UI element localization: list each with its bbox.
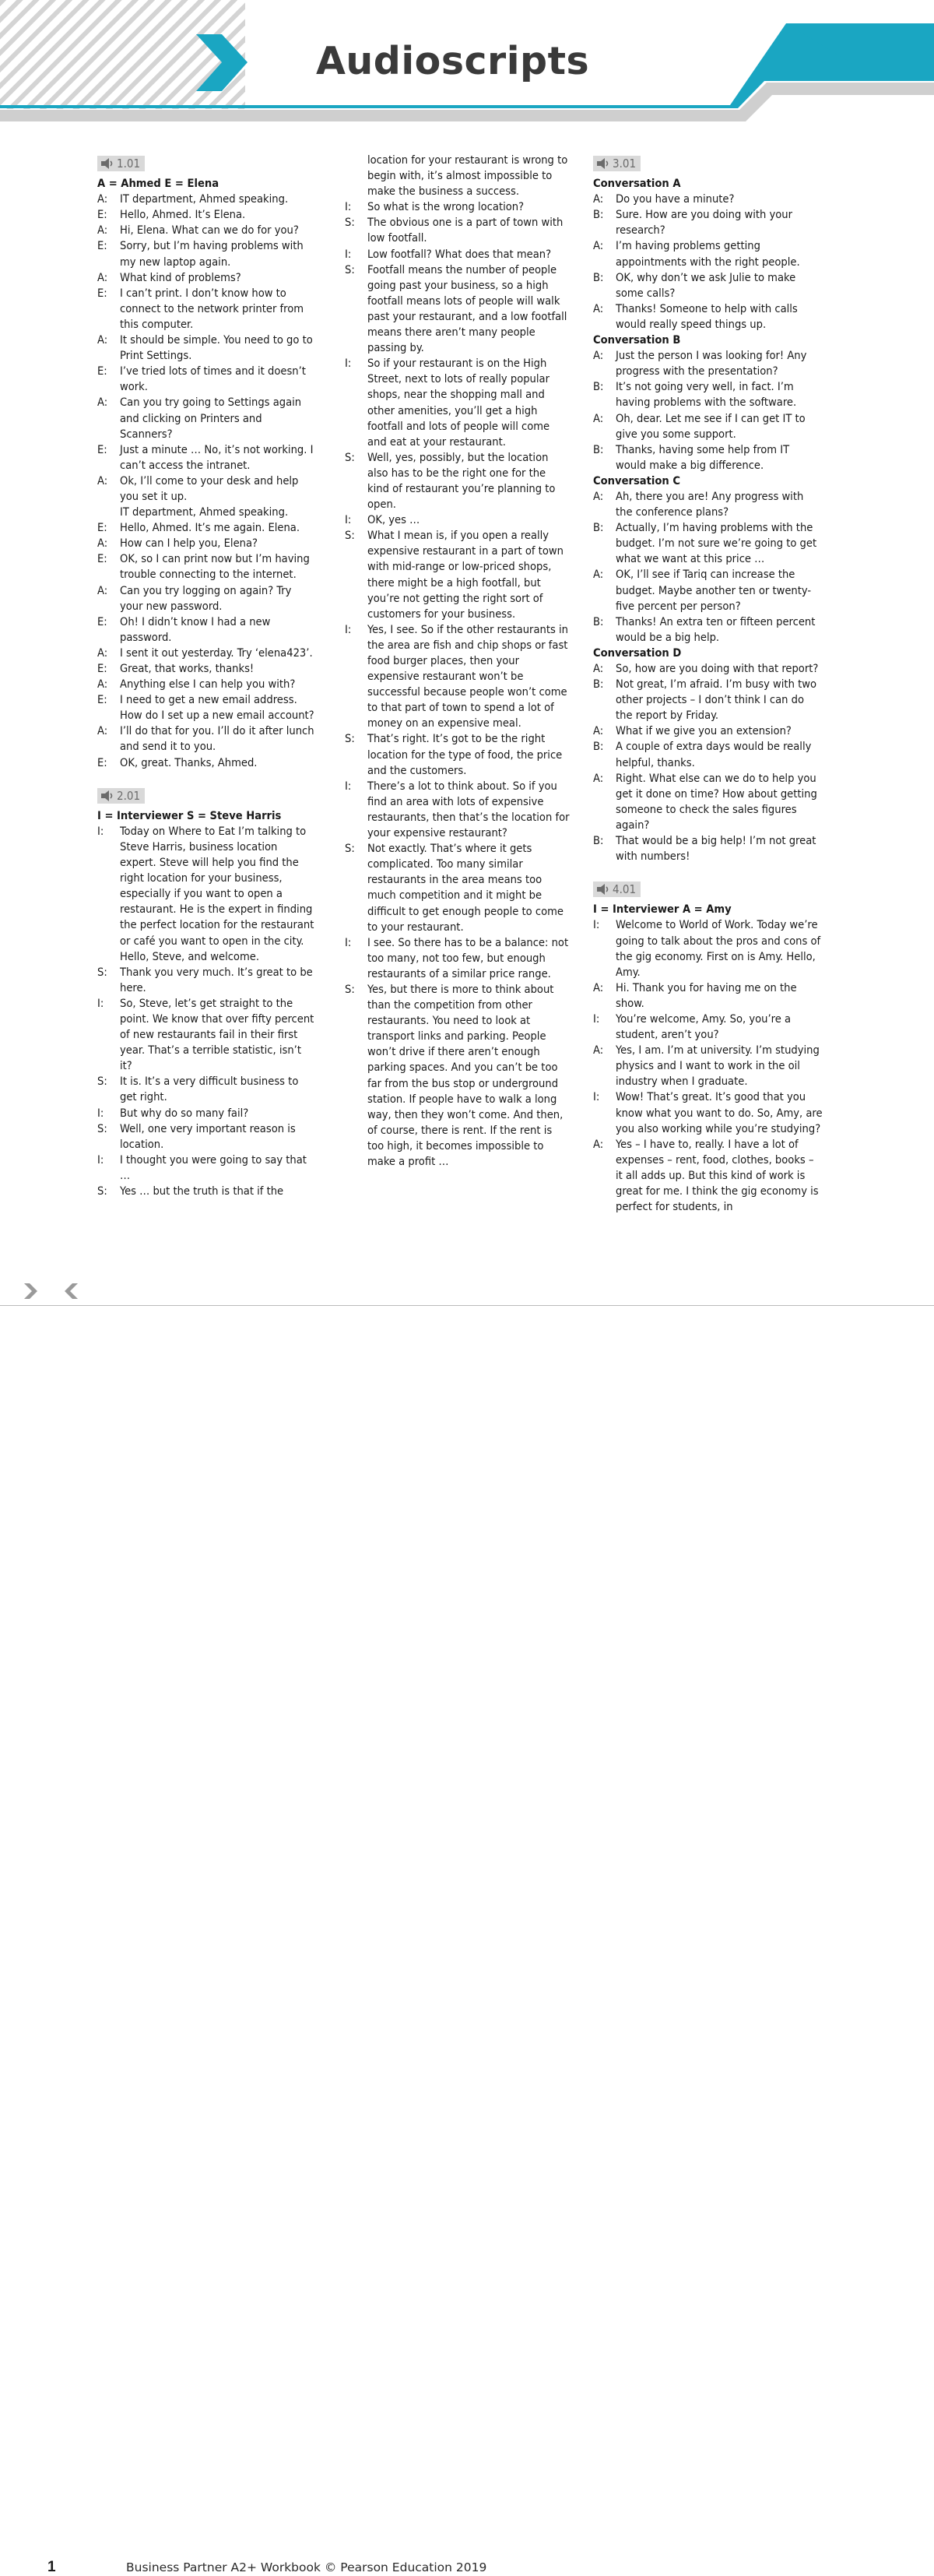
speaker-tag: A: [97, 473, 108, 487]
speaker-tag: E: [97, 614, 107, 628]
dialogue-text: Hi, Elena. What can we do for you? [120, 223, 299, 238]
dialogue-text: So if your restaurant is on the High Street, next to lots of really popular shops, near the shopping mall and other amenities, you’ll get a high footfall and lots of people will come and eat at your restaurant. [367, 357, 550, 449]
speaker-tag: A: [97, 583, 108, 597]
dialogue-line [593, 1089, 823, 1136]
speaker-tag: E: [97, 239, 107, 253]
dialogue-text: The obvious one is a part of town with low footfall. [367, 216, 564, 245]
dialogue-line [593, 270, 823, 301]
dialogue-text: That would be a big help! I’m not great with numbers! [616, 834, 816, 864]
speaker-tag: A: [593, 568, 604, 582]
dialogue-line [97, 996, 315, 1074]
page-footer [0, 1279, 934, 2575]
dialogue-text: Thanks! An extra ten or fifteen percent would be a big help. [616, 614, 816, 644]
dialogue-text: Just the person I was looking for! Any progress with the presentation? [616, 349, 807, 378]
dialogue-line [593, 677, 823, 723]
speaker-tag: I: [345, 622, 352, 636]
dialogue-line [97, 677, 315, 692]
dialogue-line [97, 661, 315, 677]
continued-text: location for your restaurant is wrong to begin with, it’s almost impossible to make the business a success. [367, 153, 568, 199]
dialogue-line [593, 348, 823, 379]
dialogue-line [345, 982, 571, 1170]
dialogue-text: Yes, I see. So if the other restaurants in the area are fish and chip shops or fast food burger places, then your expensive restaurant won’t be successful because people won’t come to that part of town to spend a lot of money on an expensive meal. [367, 622, 568, 730]
speaker-tag: A: [593, 1137, 604, 1151]
dialogue-line [97, 223, 315, 238]
dialogue-text: It’s not going very well, in fact. I’m having problems with the software. [616, 380, 797, 410]
dialogue-text: OK, great. Thanks, Ahmed. [120, 755, 258, 769]
dialogue-text: I’m having problems getting appointments with the right people. [616, 239, 800, 269]
dialogue-line [345, 450, 571, 512]
dialogue-line [97, 364, 315, 395]
dialogue-text: Can you try going to Settings again and clicking on Printers and Scanners? [120, 396, 302, 441]
speaker-tag: S: [97, 1075, 107, 1089]
speaker-tag: I: [345, 357, 352, 371]
dialogue-line [593, 489, 823, 520]
speaker-tag: A: [593, 301, 604, 315]
dialogue-line [345, 247, 571, 262]
speaker-tag: I: [345, 935, 352, 949]
dialogue-text: So, Steve, let’s get straight to the point. We know that over fifty percent of new restaurants fail in their first year. That’s a terrible statistic, isn’t it? [120, 996, 314, 1073]
footer-divider [0, 1305, 934, 1306]
track-number: 4.01 [613, 882, 637, 897]
dialogue-text: How can I help you, Elena? [120, 537, 258, 551]
dialogue-text: What kind of problems? [120, 270, 241, 284]
dialogue-line [97, 238, 315, 269]
speaker-key: I = Interviewer A = Amy [593, 903, 732, 917]
dialogue-line [97, 333, 315, 364]
dialogue-text: Ok, I’ll come to your desk and help you set it up. [120, 473, 299, 503]
speaker-tag [97, 505, 120, 520]
dialogue-text: OK, so I can print now but I’m having trouble connecting to the internet. [120, 552, 310, 582]
dialogue-line [345, 935, 571, 982]
speaker-tag: S: [345, 982, 355, 996]
dialogue-text: I thought you were going to say that … [120, 1153, 307, 1182]
speaker-tag: A: [593, 411, 604, 425]
dialogue-2-01 [97, 824, 315, 1199]
dialogue-line [97, 646, 315, 661]
speaker-tag: A: [593, 724, 604, 738]
dialogue-line [97, 536, 315, 551]
chevron-right-icon [196, 34, 248, 91]
dialogue-line [97, 1184, 315, 1199]
page-header [0, 0, 934, 125]
dialogue-3-01 [593, 176, 823, 864]
dialogue-text: It is. It’s a very difficult business to get right. [120, 1075, 299, 1104]
speaker-tag: A: [97, 192, 108, 206]
dialogue-text: I can’t print. I don’t know how to connect to the network printer from this computer. [120, 286, 304, 331]
dialogue-line [97, 395, 315, 442]
column-1 [97, 153, 315, 1199]
dialogue-line [97, 1153, 315, 1184]
dialogue-line [593, 238, 823, 269]
dialogue-text: Thanks! Someone to help with calls would really speed things up. [616, 301, 798, 331]
dialogue-line [345, 779, 571, 841]
dialogue-line [97, 286, 315, 333]
speaker-tag: B: [593, 834, 604, 848]
speaker-tag: A: [97, 677, 108, 692]
speaker-tag: S: [345, 732, 355, 746]
dialogue-text: Footfall means the number of people going past your business, so a high footfall means lots of people will walk past your restaurant, and a low footfall means there aren’t many people passing by. [367, 262, 567, 355]
speaker-icon [100, 790, 114, 802]
dialogue-text: Yes … but the truth is that if the [120, 1184, 284, 1198]
dialogue-line [97, 614, 315, 646]
dialogue-line [345, 622, 571, 732]
column-2 [345, 153, 571, 1170]
dialogue-text: Thanks, having some help from IT would make a big difference. [616, 442, 790, 472]
dialogue-line [593, 207, 823, 238]
speaker-tag: A: [593, 349, 604, 363]
dialogue-text: Today on Where to Eat I’m talking to Steve Harris, business location expert. Steve will help you find the right location for your business, especially if you want to open a restaurant. He is the expert in finding the perfect location for the restaurant or café you want to open in the city. Hello, Steve, and welcome. [120, 824, 314, 963]
dialogue-text: Hello, Ahmed. It’s Elena. [120, 208, 246, 222]
speaker-tag: A: [593, 662, 604, 675]
audio-label-2-01[interactable] [97, 788, 145, 807]
speaker-tag: S: [345, 842, 355, 856]
dialogue-text: OK, why don’t we ask Julie to make some calls? [616, 270, 796, 300]
audio-label-3-01[interactable] [593, 156, 641, 174]
speaker-tag: B: [593, 208, 604, 222]
dialogue-text: Actually, I’m having problems with the budget. I’m not sure we’re going to get what we want at this price … [616, 521, 817, 566]
dialogue-line [97, 965, 315, 996]
dialogue-line [345, 731, 571, 778]
speaker-tag: I: [97, 824, 104, 838]
speaker-key: I = Interviewer S = Steve Harris [97, 808, 282, 822]
dialogue-text: Not exactly. That’s where it gets complicated. Too many similar restaurants in the area means too much competition and it might be difficult to get enough people to come to your restaurant. [367, 842, 564, 934]
dialogue-line [97, 520, 315, 536]
dialogue-line [593, 980, 823, 1012]
dialogue-text: Just a minute … No, it’s not working. I can’t access the intranet. [120, 442, 314, 472]
dialogue-text: Well, one very important reason is location. [120, 1121, 296, 1151]
conversation-title: Conversation A [593, 177, 681, 191]
dialogue-line [593, 520, 823, 567]
dialogue-line [345, 528, 571, 622]
dialogue-line [97, 692, 315, 723]
dialogue-text: Yes, I am. I’m at university. I’m studying physics and I want to work in the oil industry when I graduate. [616, 1043, 820, 1089]
dialogue-text: Hi. Thank you for having me on the show. [616, 980, 797, 1010]
speaker-tag: A: [97, 223, 108, 238]
conversation-title: Conversation B [593, 333, 681, 347]
chevron-right-icon [24, 1283, 37, 1299]
speaker-tag: B: [593, 380, 604, 394]
dialogue-text: OK, I’ll see if Tariq can increase the budget. Maybe another ten or twenty-five percent per person? [616, 568, 812, 613]
dialogue-text: Welcome to World of Work. Today we’re going to talk about the pros and cons of the gig economy. First on is Amy. Hello, Amy. [616, 918, 821, 979]
speaker-tag: E: [97, 521, 107, 535]
dialogue-text: Can you try logging on again? Try your new password. [120, 583, 292, 613]
dialogue-text: IT department, Ahmed speaking. [120, 192, 289, 206]
conversation-lines [593, 489, 823, 646]
speaker-tag: B: [593, 442, 604, 456]
track-number: 1.01 [117, 156, 141, 171]
dialogue-line [593, 567, 823, 614]
speaker-tag: B: [593, 270, 604, 284]
dialogue-line [593, 1137, 823, 1215]
speaker-tag: I: [593, 918, 600, 932]
speaker-tag: E: [97, 442, 107, 456]
dialogue-line [593, 192, 823, 207]
dialogue-text: IT department, Ahmed speaking. [120, 505, 289, 519]
dialogue-text: Hello, Ahmed. It’s me again. Elena. [120, 521, 300, 535]
speaker-tag: I: [593, 1090, 600, 1104]
dialogue-line [345, 199, 571, 215]
dialogue-text: You’re welcome, Amy. So, you’re a student, aren’t you? [616, 1012, 792, 1042]
dialogue-text: Thank you very much. It’s great to be here. [120, 965, 313, 994]
dialogue-line [593, 301, 823, 333]
dialogue-text: Ah, there you are! Any progress with the conference plans? [616, 489, 804, 519]
speaker-tag: E: [97, 286, 107, 300]
speaker-tag: I: [345, 200, 352, 214]
dialogue-line [97, 551, 315, 582]
dialogue-line [345, 356, 571, 450]
speaker-tag: S: [345, 216, 355, 230]
dialogue-line [593, 1012, 823, 1043]
speaker-tag: S: [345, 450, 355, 464]
speaker-tag: E: [97, 662, 107, 675]
speaker-tag: I: [345, 779, 352, 793]
speaker-tag: A: [593, 1043, 604, 1057]
dialogue-text: I’ll do that for you. I’ll do it after lunch and send it to you. [120, 724, 314, 754]
page-title: Audioscripts [316, 39, 590, 83]
dialogue-line [593, 739, 823, 770]
speaker-tag: E: [97, 552, 107, 566]
speaker-icon [100, 157, 114, 170]
dialogue-text: Oh! I didn’t know I had a new password. [120, 614, 271, 644]
speaker-tag: E: [97, 755, 107, 769]
speaker-tag: I: [345, 247, 352, 261]
speaker-tag: A: [97, 333, 108, 347]
speaker-tag: I: [97, 996, 104, 1010]
speaker-tag: I: [97, 1153, 104, 1167]
dialogue-line [345, 262, 571, 357]
dialogue-text: What I mean is, if you open a really expensive restaurant in a part of town with mid-range or low-priced shops, there might be a high footfall, but you’re not getting the right sort of customers for your business. [367, 529, 564, 621]
speaker-tag: A: [97, 724, 108, 738]
dialogue-text: OK, yes … [367, 513, 420, 527]
speaker-tag: A: [593, 980, 604, 994]
speaker-tag: E: [97, 693, 107, 707]
chevron-left-icon [65, 1283, 78, 1299]
dialogue-text: Oh, dear. Let me see if I can get IT to give you some support. [616, 411, 806, 441]
speaker-tag: A: [97, 646, 108, 660]
dialogue-line [593, 833, 823, 864]
dialogue-text: Sure. How are you doing with your research? [616, 208, 793, 238]
speaker-tag: A: [593, 771, 604, 785]
dialogue-line [345, 215, 571, 246]
dialogue-text: Not great, I’m afraid. I’m busy with two other projects – I don’t think I can do the report by Friday. [616, 677, 816, 723]
dialogue-line [345, 841, 571, 935]
speaker-tag: S: [97, 1121, 107, 1135]
dialogue-text: Anything else I can help you with? [120, 677, 296, 692]
dialogue-line [97, 442, 315, 473]
speaker-tag: A: [593, 192, 604, 206]
conversation-title: Conversation C [593, 473, 680, 487]
speaker-tag: A: [97, 537, 108, 551]
speaker-icon [596, 157, 610, 170]
dialogue-line [97, 270, 315, 286]
speaker-tag: A: [593, 489, 604, 503]
dialogue-text: Well, yes, possibly, but the location also has to be the right one for the kind of restaurant you’re planning to open. [367, 450, 556, 512]
speaker-key: A = Ahmed E = Elena [97, 177, 219, 191]
speaker-tag: B: [593, 677, 604, 692]
track-number: 2.01 [117, 788, 141, 803]
dialogue-1-01 [97, 192, 315, 770]
track-number: 3.01 [613, 156, 637, 171]
dialogue-text: There’s a lot to think about. So if you find an area with lots of expensive restaurants, then that’s the location for your expensive restaurant? [367, 779, 570, 840]
speaker-icon [596, 883, 610, 896]
footer-chevrons [0, 1279, 156, 1311]
conversation-title: Conversation D [593, 646, 682, 660]
dialogue-text: I see. So there has to be a balance: not too many, not too few, but enough restaurants of a similar price range. [367, 935, 569, 980]
dialogue-4-01 [593, 917, 823, 1215]
dialogue-line [593, 442, 823, 473]
header-grey-band [0, 83, 934, 121]
conversation-lines [593, 661, 823, 864]
speaker-tag: S: [345, 529, 355, 543]
dialogue-line [593, 661, 823, 677]
column-3 [593, 153, 823, 1215]
dialogue-line [593, 771, 823, 833]
dialogue-line [97, 723, 315, 755]
speaker-tag: A: [97, 396, 108, 410]
dialogue-text: Yes – I have to, really. I have a lot of expenses – rent, food, clothes, books – it all adds up. But this kind of work is great for me. I think the gig economy is perfect for students, in [616, 1137, 819, 1214]
dialogue-text: I’ve tried lots of times and it doesn’t work. [120, 364, 306, 394]
dialogue-text: Yes, but there is more to think about than the competition from other restaurants. You need to look at transport links and parking. People won’t drive if there aren’t enough parking spaces. And you can’t be too far from the bus stop or underground station. If people have to walk a long way, then they won’t come. And then, of course, there is rent. If the rent is too high, it becomes impossible to make a profit … [367, 982, 564, 1168]
speaker-tag: E: [97, 208, 107, 222]
footer-text: Business Partner A2+ Workbook © Pearson Education 2019 [126, 2560, 487, 2574]
page-number: 1 [47, 2559, 56, 2575]
speaker-tag: E: [97, 364, 107, 378]
dialogue-line [593, 1043, 823, 1089]
dialogue-line [593, 614, 823, 646]
dialogue-text: A couple of extra days would be really helpful, thanks. [616, 740, 812, 769]
speaker-tag: B: [593, 740, 604, 754]
dialogue-line [593, 723, 823, 739]
dialogue-line [593, 379, 823, 410]
dialogue-text: I need to get a new email address. How do I set up a new email account? [120, 693, 314, 723]
dialogue-line [97, 505, 315, 520]
dialogue-text: But why do so many fail? [120, 1106, 249, 1120]
audio-label-4-01[interactable] [593, 882, 641, 900]
dialogue-line [97, 473, 315, 505]
dialogue-line [593, 917, 823, 980]
speaker-tag: S: [97, 965, 107, 979]
dialogue-text: Sorry, but I’m having problems with my new laptop again. [120, 239, 304, 269]
speaker-tag: S: [97, 1184, 107, 1198]
speaker-tag: B: [593, 521, 604, 535]
dialogue-line [97, 192, 315, 207]
dialogue-line [345, 512, 571, 528]
speaker-tag: A: [97, 270, 108, 284]
dialogue-text: I sent it out yesterday. Try ‘elena423’. [120, 646, 313, 660]
dialogue-line [97, 1121, 315, 1153]
dialogue-text: So what is the wrong location? [367, 200, 525, 214]
dialogue-text: That’s right. It’s got to be the right location for the type of food, the price and the customers. [367, 732, 563, 777]
dialogue-text: Right. What else can we do to help you get it done on time? How about getting someone to check the sales figures again? [616, 771, 817, 832]
speaker-tag: B: [593, 614, 604, 628]
dialogue-line [593, 411, 823, 442]
conversation-lines [593, 192, 823, 333]
dialogue-text: Wow! That’s great. It’s good that you know what you want to do. So, Amy, are you also working while you’re studying? [616, 1090, 823, 1135]
dialogue-text: Great, that works, thanks! [120, 662, 255, 675]
audio-label-1-01[interactable] [97, 156, 145, 174]
dialogue-line [97, 207, 315, 223]
dialogue-line [97, 1106, 315, 1121]
dialogue-line [97, 824, 315, 965]
dialogue-line [97, 755, 315, 771]
dialogue-text: Low footfall? What does that mean? [367, 247, 552, 261]
dialogue-text: So, how are you doing with that report? [616, 662, 819, 675]
conversation-lines [593, 348, 823, 473]
dialogue-2-01-continued [345, 199, 571, 1170]
speaker-tag: A: [593, 239, 604, 253]
dialogue-text: What if we give you an extension? [616, 724, 792, 738]
speaker-tag: I: [345, 513, 352, 527]
dialogue-line [97, 583, 315, 614]
dialogue-text: Do you have a minute? [616, 192, 735, 206]
speaker-tag: I: [593, 1012, 600, 1026]
speaker-tag: I: [97, 1106, 104, 1120]
dialogue-text: It should be simple. You need to go to Print Settings. [120, 333, 313, 363]
dialogue-line [97, 1074, 315, 1105]
speaker-tag: S: [345, 262, 355, 276]
